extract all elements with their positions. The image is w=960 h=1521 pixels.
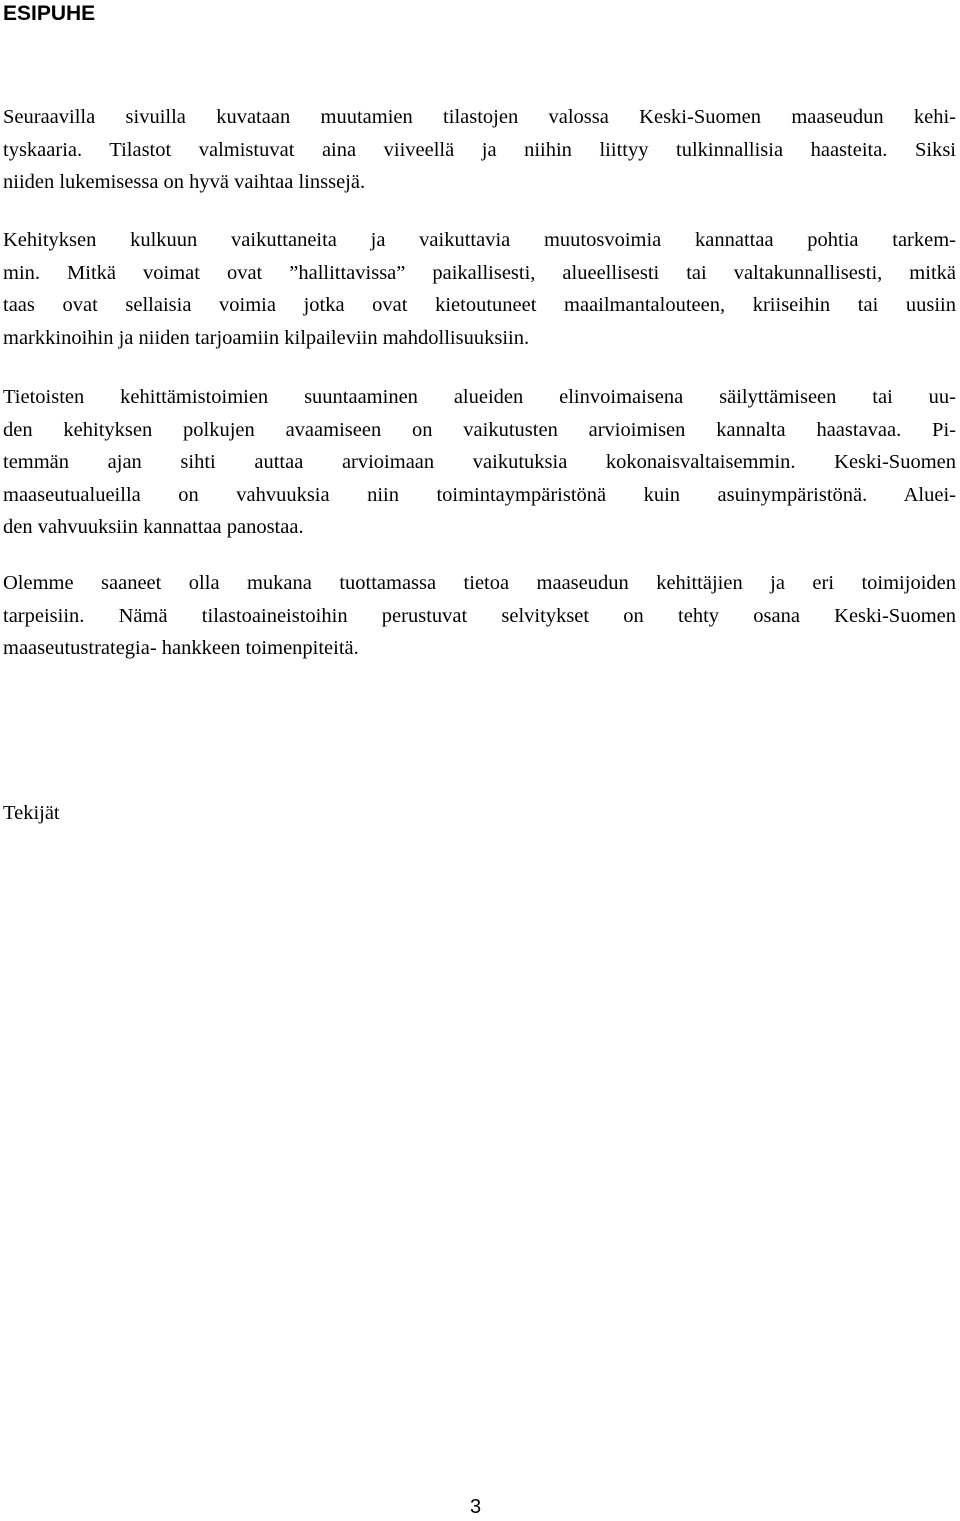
paragraph-line: tarpeisiin. Nämä tilastoaineistoihin perustuvat selvitykset on tehty osana Keski-Suomen bbox=[3, 604, 956, 627]
paragraph-line: taas ovat sellaisia voimia jotka ovat kietoutuneet maailmantalouteen, kriiseihin tai uusiin bbox=[3, 294, 956, 316]
paragraph-line: maaseutualueilla on vahvuuksia niin toimintaympäristönä kuin asuinympäristönä. Aluei- bbox=[3, 483, 956, 506]
paragraph-line: Kehityksen kulkuun vaikuttaneita ja vaikuttavia muutosvoimia kannattaa pohtia tarkem- bbox=[3, 229, 956, 251]
signature: Tekijät bbox=[3, 802, 60, 824]
paragraph-intro bbox=[3, 101, 956, 199]
paragraph-line: Tietoisten kehittämistoimien suuntaaminen alueiden elinvoimaisena säilyttämiseen tai uu- bbox=[3, 386, 956, 408]
paragraph-line: tyskaaria. Tilastot valmistuvat aina viiveellä ja niihin liittyy tulkinnallisia haasteita. Siksi bbox=[3, 138, 956, 161]
paragraph-line: Seuraavilla sivuilla kuvataan muutamien tilastojen valossa Keski-Suomen maaseudun kehi- bbox=[3, 106, 956, 128]
paragraph-line: markkinoihin ja niiden tarjoamiin kilpaileviin mahdollisuuksiin. bbox=[3, 326, 530, 349]
paragraph-line: maaseutustrategia- hankkeen toimenpiteitä. bbox=[3, 637, 359, 659]
page-heading: ESIPUHE bbox=[3, 2, 96, 25]
paragraph-change-forces bbox=[3, 224, 956, 354]
paragraph-line: min. Mitkä voimat ovat ”hallittavissa” paikallisesti, alueellisesti tai valtakunnallisesti, mitkä bbox=[3, 261, 956, 284]
paragraph-line: den vahvuuksiin kannattaa panostaa. bbox=[3, 516, 304, 538]
paragraph-development bbox=[3, 381, 956, 544]
paragraph-line: temmän ajan sihti auttaa arvioimaan vaikutuksia kokonaisvaltaisemmin. Keski-Suomen bbox=[3, 451, 956, 473]
page-number: 3 bbox=[470, 1496, 482, 1518]
paragraph-line: niiden lukemisessa on hyvä vaihtaa linssejä. bbox=[3, 171, 366, 193]
paragraph-closing bbox=[3, 567, 956, 665]
paragraph-line: Olemme saaneet olla mukana tuottamassa tietoa maaseudun kehittäjien ja eri toimijoiden bbox=[3, 572, 956, 594]
paragraph-line: den kehityksen polkujen avaamiseen on vaikutusten arvioimisen kannalta haastavaa. Pi- bbox=[3, 418, 956, 441]
